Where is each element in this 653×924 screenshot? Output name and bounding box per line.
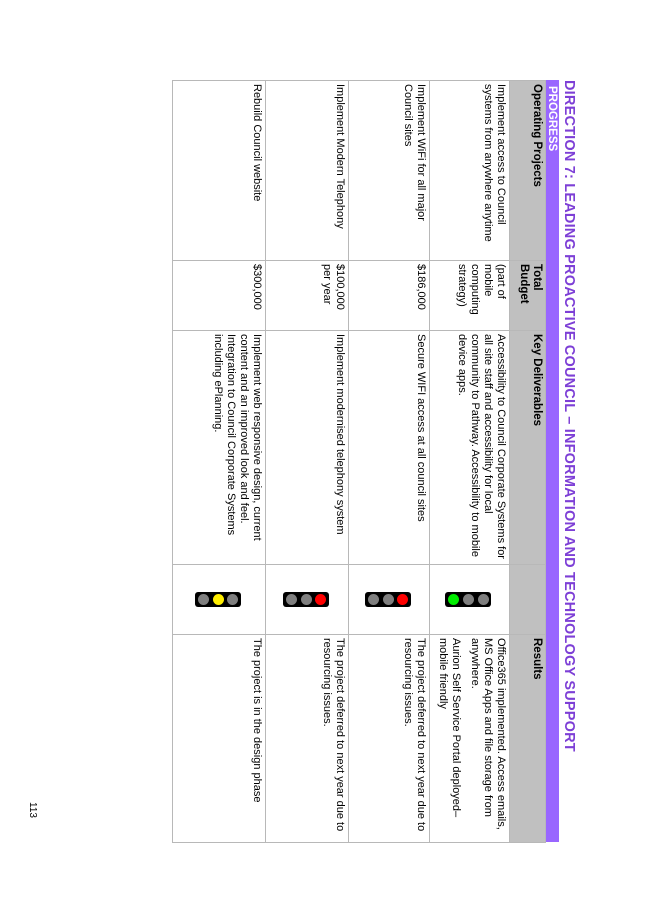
status-cell <box>349 565 430 635</box>
budget-cell: $186,000 <box>349 261 430 331</box>
header-status <box>510 565 546 635</box>
page-title: DIRECTION 7: LEADING PROACTIVE COUNCIL – INFORMATION AND TECHNOLOGY SUPPORT <box>561 80 577 752</box>
header-operating-projects: Operating Projects <box>510 81 546 261</box>
table-row <box>349 81 430 843</box>
lamp-amber <box>213 594 224 605</box>
result-text: The project is in the design phase <box>251 638 263 803</box>
result-text: Aurion Self Service Portal deployed– mobile friendly <box>437 638 462 818</box>
deliverables-cell: Implement web responsive design, current content and an improved look and feel. Integration to Council Corporate Systems including ePlanning. <box>173 331 266 565</box>
project-cell: Rebuild Council website <box>173 81 266 261</box>
lamp-red <box>315 594 326 605</box>
status-cell <box>430 565 510 635</box>
budget-cell: (part of mobile computing strategy) <box>430 261 510 331</box>
header-results: Results <box>510 635 546 843</box>
project-cell: Implement access to Council systems from anywhere anytime <box>430 81 510 261</box>
results-cell <box>430 635 510 843</box>
lamp-green <box>448 594 459 605</box>
lamp-amber <box>463 594 474 605</box>
table-row <box>173 81 266 843</box>
page-number: 113 <box>27 802 38 818</box>
result-text: Office365 implemented. Access emails, MS Office Apps and file storage from anywhere. <box>469 638 507 830</box>
budget-cell: $100,000 per year <box>266 261 349 331</box>
table-row <box>430 81 510 843</box>
deliverables-cell: Secure WIFI access at all council sites <box>349 331 430 565</box>
result-text: The project deferred to next year due to resourcing issues. <box>402 638 427 832</box>
results-cell <box>349 635 430 843</box>
progress-label: PROGRESS <box>546 86 558 152</box>
table-header-row <box>510 81 546 843</box>
header-key-deliverables: Key Deliverables <box>510 331 546 565</box>
lamp-amber <box>301 594 312 605</box>
lamp-green <box>368 594 379 605</box>
status-cell <box>266 565 349 635</box>
traffic-light-icon <box>446 592 492 607</box>
deliverables-cell: Accessibility to Council Corporate Systems for all site staff and accessibility for local community to Pathway. Accessibility to mobile device apps. <box>430 331 510 565</box>
traffic-light-icon <box>283 592 329 607</box>
traffic-light-icon <box>195 592 241 607</box>
status-cell <box>173 565 266 635</box>
results-cell <box>266 635 349 843</box>
project-cell: Implement WiFi for all major Council sites <box>349 81 430 261</box>
projects-table <box>172 80 546 843</box>
traffic-light-icon <box>365 592 411 607</box>
lamp-red <box>227 594 238 605</box>
lamp-green <box>198 594 209 605</box>
lamp-green <box>286 594 297 605</box>
table-row <box>266 81 349 843</box>
result-text: The project deferred to next year due to resourcing issues. <box>321 638 346 832</box>
lamp-red <box>397 594 408 605</box>
lamp-red <box>478 594 489 605</box>
lamp-amber <box>383 594 394 605</box>
deliverables-cell: Implement modernised telephony system <box>266 331 349 565</box>
project-cell: Implement Modern Telephony <box>266 81 349 261</box>
results-cell <box>173 635 266 843</box>
header-total-budget: Total Budget <box>510 261 546 331</box>
budget-cell: $300,000 <box>173 261 266 331</box>
